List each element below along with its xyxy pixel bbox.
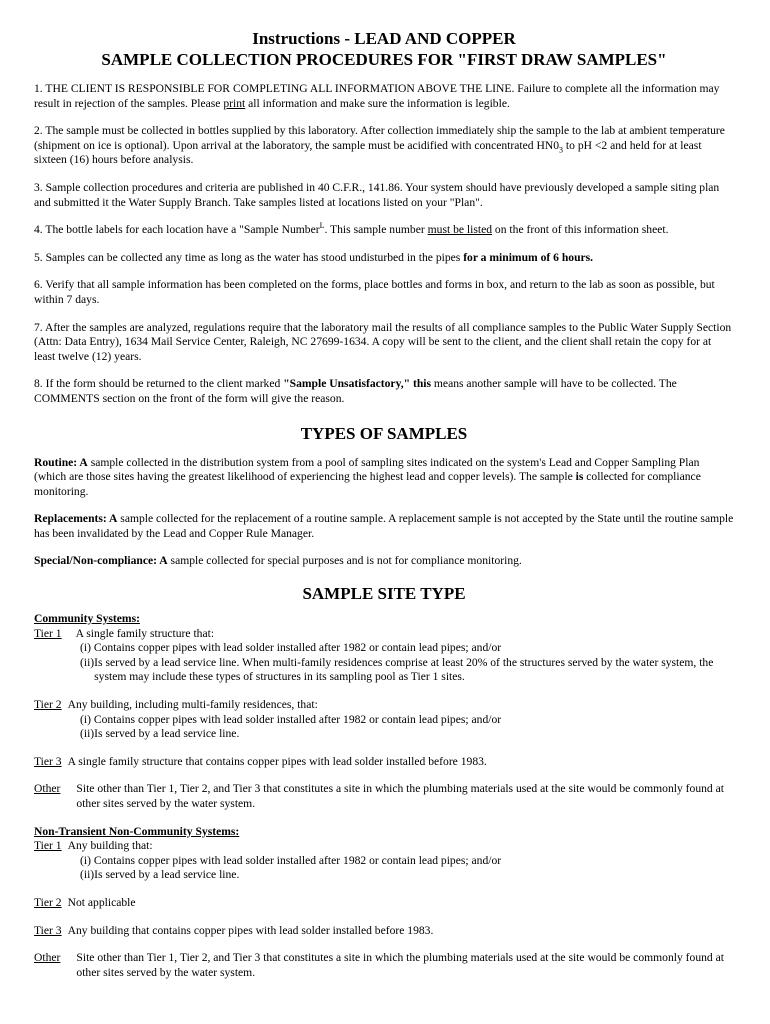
non-community-other: [34, 951, 734, 980]
subitem: (i) Contains copper pipes with lead solder installed after 1982 or contain lead pipes; and/or: [80, 853, 502, 867]
tier-label: Tier 2: [34, 698, 62, 712]
tier-label: Tier 2: [34, 895, 62, 909]
replacement-definition: Replacements: A sample collected for the replacement of a routine sample. A replacement sample is not accepted by the State until the routine sample has been invalidated by the Lead and Copper Rule Manager.: [34, 512, 734, 540]
types-of-samples-heading: TYPES OF SAMPLES: [300, 423, 468, 443]
non-community-systems-title: Non-Transient Non-Community Systems:: [34, 824, 240, 838]
tier-label: Tier 1: [34, 839, 62, 853]
sample-site-type-heading: SAMPLE SITE TYPE: [302, 584, 466, 604]
non-community-systems-section: [34, 825, 734, 981]
instruction-7: 7. After the samples are analyzed, regulations require that the laboratory mail the results of all compliance samples to the Public Water Supply Section (Attn: Data Entry), 1634 Mail Service Center, Raleigh, NC 27699-1634. A copy will be sent to the client, and the client shall retain the copy for at least twelve (12) years.: [34, 320, 732, 363]
subitem: (ii) Is served by a lead service line.: [80, 868, 240, 882]
tier-text: Site other than Tier 1, Tier 2, and Tier 3 that constitutes a site in which the plumbing materials used at the site would be commonly found at other sites served by the water system.: [76, 951, 724, 979]
community-tier3: [34, 755, 734, 770]
tier-label: Tier 3: [34, 923, 62, 937]
community-tier2: [34, 698, 734, 713]
tier-text: A single family structure that contains copper pipes with lead solder installed before 1983.: [67, 754, 487, 768]
instruction-8: 8. If the form should be returned to the client marked "Sample Unsatisfactory," this means another sample will have to be collected. The COMMENTS section on the front of the form will give the reason.: [34, 377, 677, 405]
community-tier1: [34, 627, 734, 642]
community-other: [34, 782, 734, 811]
tier-text: A single family structure that:: [75, 626, 215, 640]
tier-text: Any building, including multi-family residences, that:: [67, 698, 318, 712]
instruction-4: 4. The bottle labels for each location have a "Sample Number$^L$. This sample number must be listed on the front of this information sheet.: [34, 221, 669, 237]
instruction-6: 6. Verify that all sample information has been completed on the forms, place bottles and forms in box, and return to the lab as soon as possible, but within 7 days.: [34, 278, 715, 306]
non-community-tier1: [34, 839, 734, 854]
tier-label: Other: [34, 782, 61, 796]
document-title-line1: Instructions - LEAD AND COPPER: [252, 29, 516, 48]
non-community-tier2: [34, 896, 734, 911]
tier-text: Any building that contains copper pipes with lead solder installed before 1983.: [67, 923, 434, 937]
instruction-3: 3. Sample collection procedures and criteria are published in 40 C.F.R., 141.86. Your system should have previously developed a sample siting plan and submitted it the Water Supply Branch. Take samples listed at locations listed on your "Plan".: [34, 180, 720, 209]
document-title-line2: SAMPLE COLLECTION PROCEDURES FOR "FIRST DRAW SAMPLES": [101, 50, 667, 69]
subitem: (ii) Is served by a lead service line.: [80, 727, 240, 741]
community-tier2-subitems: [80, 713, 734, 742]
document-page: [34, 28, 734, 980]
tier-text: Any building that:: [67, 839, 153, 853]
subitem: (i) Contains copper pipes with lead solder installed after 1982 or contain lead pipes; and/or: [80, 712, 502, 726]
tier-text: Site other than Tier 1, Tier 2, and Tier 3 that constitutes a site in which the plumbing materials used at the site would be commonly found at other sites served by the water system.: [76, 782, 724, 810]
instruction-1: 1. THE CLIENT IS RESPONSIBLE FOR COMPLETING ALL INFORMATION ABOVE THE LINE. Failure to complete all the information may result in rejection of the samples. Please print all information and make sure the information is legible.: [34, 82, 720, 110]
instruction-5: 5. Samples can be collected any time as long as the water has stood undisturbed in the pipes for a minimum of 6 hours.: [34, 250, 594, 264]
instruction-2: 2. The sample must be collected in bottles supplied by this laboratory. After collection immediately ship the sample to the lab at ambient temperature (shipment on ice is optional). Upon arrival at the laboratory, the sample must be acidified with concentrated $HN0_3$ to pH <2 and held for at least sixteen (16) hours before analysis.: [34, 124, 725, 167]
tier-label: Tier 1: [34, 626, 62, 640]
tier-label: Tier 3: [34, 754, 62, 768]
community-systems-title: Community Systems:: [34, 612, 140, 626]
community-tier1-subitems: [80, 641, 734, 685]
tier-label: Other: [34, 951, 61, 965]
subitem: (ii) Is served by a lead service line. When multi-family residences comprise at least 20% of the structures served by the water system, the system may include these types of structures in its sampling pool as Tier 1 sites.: [80, 655, 714, 684]
tier-text: Not applicable: [67, 895, 136, 909]
subitem: (i) Contains copper pipes with lead solder installed after 1982 or contain lead pipes; and/or: [80, 641, 502, 655]
non-community-tier3: [34, 924, 734, 939]
special-definition: Special/Non-compliance: A sample collected for special purposes and is not for compliance monitoring.: [34, 554, 522, 568]
community-systems-section: [34, 612, 734, 825]
routine-definition: Routine: A sample collected in the distribution system from a pool of sampling sites indicated on the system's Lead and Copper Sampling Plan (which are those sites having the greatest likelihood of experiencing the highest lead and copper levels). The sample is collected for compliance monitoring.: [34, 455, 701, 498]
non-community-tier1-subitems: [80, 854, 734, 883]
